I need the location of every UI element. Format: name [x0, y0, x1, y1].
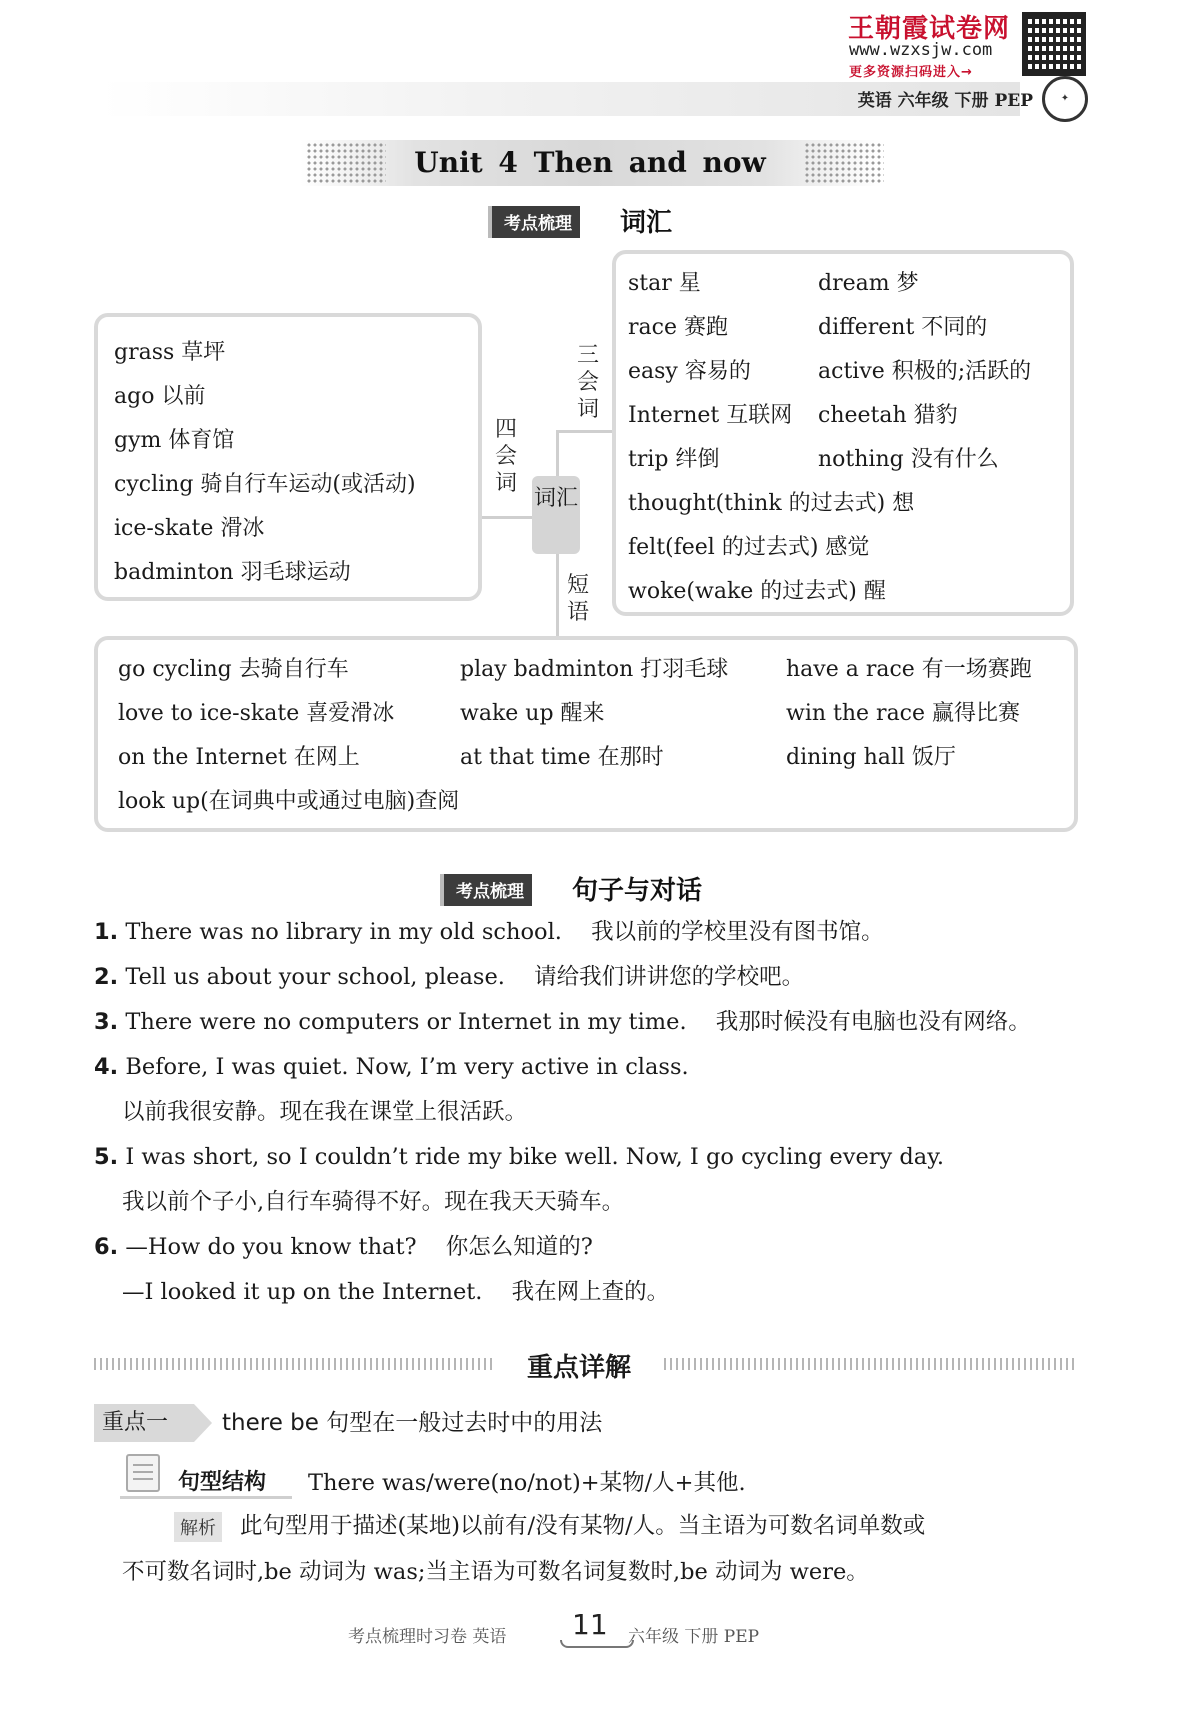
vocab-item: felt(feel 的过去式) 感觉: [628, 535, 870, 560]
sentence-number: 3.: [94, 1009, 119, 1035]
sentence-item: [94, 917, 884, 947]
phrase-item: go cycling 去骑自行车: [118, 657, 349, 682]
sentence-zh: 我在网上查的。: [511, 1279, 670, 1305]
phrase-item: win the race 赢得比赛: [786, 701, 1021, 726]
brand-url[interactable]: www.wzxsjw.com: [849, 40, 993, 60]
page-bracket: [560, 1640, 634, 1648]
vocab-item: ice-skate 滑冰: [114, 516, 265, 541]
section-title-vocab: 词汇: [620, 208, 673, 238]
vocab-item: Internet 互联网: [628, 403, 793, 428]
divider-left: [94, 1358, 494, 1370]
sentence-number: 5.: [94, 1144, 119, 1170]
phrase-item: look up(在词典中或通过电脑)查阅: [118, 789, 460, 814]
sentence-en: —I looked it up on the Internet.: [122, 1279, 483, 1305]
structure-text: There was/were(no/not)+某物/人+其他.: [308, 1470, 746, 1496]
sentence-en: Before, I was quiet. Now, I’m very active in class.: [125, 1054, 689, 1080]
vocab-item: cheetah 猎豹: [818, 403, 958, 428]
phrase-item: wake up 醒来: [460, 701, 605, 726]
analysis-line-2: 不可数名词时,be 动词为 was;当主语为可数名词复数时,be 动词为 were。: [122, 1559, 869, 1585]
sentence-en: There was no library in my old school.: [125, 919, 562, 945]
brand-logo-text: 王朝霞试卷网: [848, 14, 1011, 44]
vocab-item: cycling 骑自行车运动(或活动): [114, 472, 416, 497]
key-point-tag: 重点一: [94, 1404, 194, 1442]
phrase-item: play badminton 打羽毛球: [460, 657, 729, 682]
vocab-item: gym 体育馆: [114, 428, 235, 453]
core-vocab-label: 词汇: [532, 476, 580, 554]
unit-title: Unit 4 Then and now: [414, 146, 766, 179]
structure-label: 句型结构: [178, 1470, 267, 1495]
vocab-item: ago 以前: [114, 384, 206, 409]
key-point-text: there be 句型在一般过去时中的用法: [222, 1410, 603, 1436]
connector-line: [556, 430, 614, 433]
vocab-item: different 不同的: [818, 315, 988, 340]
divider-right: [664, 1358, 1078, 1370]
seal-icon: ✦: [1042, 76, 1088, 122]
sentence-en: —How do you know that?: [125, 1234, 417, 1260]
vocab-item: woke(wake 的过去式) 醒: [628, 579, 886, 604]
three-skill-words-box: [612, 250, 1074, 616]
sentence-number: 2.: [94, 964, 119, 990]
sentence-item: [94, 1007, 1031, 1037]
footer-left: 考点梳理时习卷 英语: [348, 1627, 507, 1647]
sentence-number: 4.: [94, 1054, 119, 1080]
four-skill-words-box: [94, 313, 482, 601]
key-section-title: 重点详解: [526, 1353, 631, 1383]
sentence-item: [94, 962, 804, 992]
vocab-item: easy 容易的: [628, 359, 751, 384]
sentence-number: 6.: [94, 1234, 119, 1260]
sentence-item: [94, 1052, 689, 1082]
phrase-item: dining hall 饭厅: [786, 745, 956, 770]
phrase-label: 短语: [566, 573, 589, 625]
three-skill-label: 三会词: [576, 343, 599, 422]
vocab-item: nothing 没有什么: [818, 447, 999, 472]
footer-right: 六年级 下册 PEP: [628, 1627, 760, 1647]
phrase-item: have a race 有一场赛跑: [786, 657, 1032, 682]
page-number: 11: [572, 1608, 608, 1641]
sentence-number: 1.: [94, 919, 119, 945]
analysis-line-1: 此句型用于描述(某地)以前有/没有某物/人。当主语为可数名词单数或: [240, 1513, 926, 1539]
vocab-item: trip 绊倒: [628, 447, 720, 472]
brand-more-link[interactable]: 更多资源扫码进入→: [849, 65, 973, 80]
sentence-zh: 你怎么知道的?: [445, 1234, 593, 1260]
sentence-zh: 请给我们讲讲您的学校吧。: [534, 964, 805, 990]
qr-code-icon[interactable]: [1022, 12, 1086, 76]
phrase-item: at that time 在那时: [460, 745, 664, 770]
sentence-zh: 以前我很安静。现在我在课堂上很活跃。: [122, 1099, 528, 1125]
sentence-zh: 我以前的学校里没有图书馆。: [591, 919, 884, 945]
notebook-icon: [126, 1454, 160, 1492]
analysis-tag: 解析: [174, 1512, 222, 1542]
structure-underline: [120, 1496, 292, 1499]
vocab-item: thought(think 的过去式) 想: [628, 491, 915, 516]
vocab-item: dream 梦: [818, 271, 919, 296]
sentence-en: There were no computers or Internet in my time.: [125, 1009, 687, 1035]
vocab-item: grass 草坪: [114, 340, 226, 365]
sentence-zh: 我那时候没有电脑也没有网络。: [715, 1009, 1031, 1035]
vocab-item: star 星: [628, 271, 701, 296]
connector-line: [482, 516, 534, 519]
section-tag-sentences: 考点梳理: [440, 874, 532, 906]
section-title-sentences: 句子与对话: [572, 876, 703, 906]
chevron-right-icon: [194, 1404, 212, 1442]
sentence-en: Tell us about your school, please.: [125, 964, 505, 990]
four-skill-label: 四会词: [494, 417, 517, 496]
header-meta: 英语 六年级 下册 PEP: [857, 91, 1033, 111]
phrases-box: [94, 636, 1078, 832]
phrase-item: love to ice-skate 喜爱滑冰: [118, 701, 395, 726]
section-tag-vocab: 考点梳理: [488, 206, 580, 238]
sentence-item: [94, 1232, 593, 1262]
vocab-item: race 赛跑: [628, 315, 728, 340]
sentence-item: [94, 1142, 944, 1172]
phrase-item: on the Internet 在网上: [118, 745, 360, 770]
vocab-item: badminton 羽毛球运动: [114, 560, 351, 585]
sentence-en: I was short, so I couldn’t ride my bike well. Now, I go cycling every day.: [125, 1144, 945, 1170]
sentence-zh: 我以前个子小,自行车骑得不好。现在我天天骑车。: [122, 1189, 625, 1215]
vocab-item: active 积极的;活跃的: [818, 359, 1032, 384]
sentence-item: [122, 1277, 669, 1307]
